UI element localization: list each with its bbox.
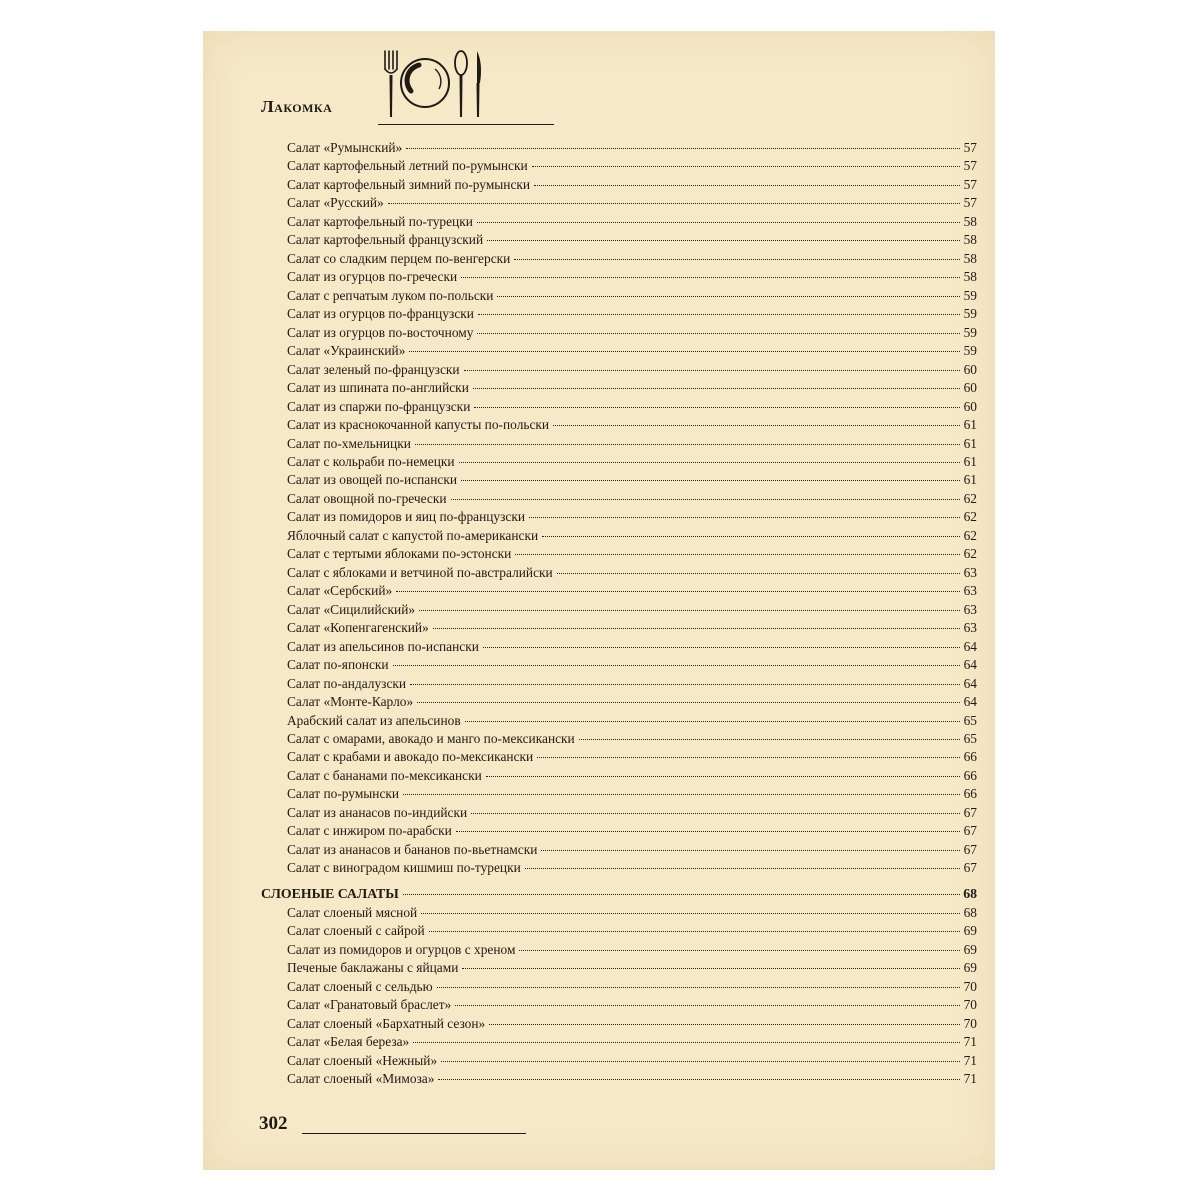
toc-entry-page: 57 (963, 195, 977, 211)
dot-leader (532, 166, 960, 167)
toc-entry (261, 841, 977, 859)
toc-entry-page: 64 (963, 638, 977, 654)
toc-entry-page: 66 (963, 767, 977, 783)
toc-entry (261, 527, 977, 545)
toc-entry-title: Салат из спаржи по-французски (287, 398, 471, 414)
toc-entry-title: Салат овощной по-гречески (287, 490, 447, 506)
toc-entry (261, 435, 977, 453)
toc-entry-title: Салат «Сицилийский» (287, 601, 416, 617)
toc-entry-page: 62 (963, 509, 977, 525)
toc-entry (261, 767, 977, 785)
toc-entry (261, 324, 977, 342)
toc-entry-title: Салат слоеный с сайрой (287, 923, 425, 939)
dot-leader (403, 894, 960, 895)
dot-leader (410, 684, 960, 685)
dot-leader (396, 591, 960, 592)
page-footer (259, 1113, 559, 1143)
table-of-contents (261, 139, 977, 1088)
toc-entry-title: Салат из овощей по-испански (287, 472, 457, 488)
toc-entry-title: СЛОЕНЫЕ САЛАТЫ (261, 885, 399, 901)
book-brand-title: Лакомка (261, 97, 333, 116)
dot-leader (474, 407, 960, 408)
dot-leader (529, 517, 960, 518)
toc-entry-title: Арабский салат из апельсинов (287, 712, 461, 728)
toc-entry-title: Салат по-румынски (287, 786, 400, 802)
toc-entry-title: Салат из огурцов по-восточному (287, 324, 474, 340)
toc-entry (261, 416, 977, 434)
dot-leader (525, 868, 960, 869)
toc-entry (261, 508, 977, 526)
toc-entry-title: Салат «Сербский» (287, 583, 393, 599)
toc-entry-page: 60 (963, 398, 977, 414)
dot-leader (393, 665, 960, 666)
toc-entry-title: Салат слоеный «Мимоза» (287, 1070, 435, 1086)
toc-entry-title: Салат по-японски (287, 657, 389, 673)
page-number: 302 (259, 1113, 288, 1134)
toc-entry (261, 601, 977, 619)
toc-entry-page: 59 (963, 306, 977, 322)
toc-section-heading (261, 884, 977, 904)
dot-leader (557, 573, 960, 574)
dot-leader (419, 610, 960, 611)
dot-leader (477, 222, 960, 223)
toc-entry-title: Салат картофельный по-турецки (287, 213, 473, 229)
toc-entry-page: 61 (963, 417, 977, 433)
toc-entry-page: 66 (963, 786, 977, 802)
toc-entry-page: 62 (963, 490, 977, 506)
toc-entry-title: Салат «Гранатовый браслет» (287, 997, 452, 1013)
toc-entry-title: Салат по-хмельницки (287, 435, 411, 451)
toc-entry-title: Салат «Белая береза» (287, 1034, 410, 1050)
dot-leader (456, 831, 960, 832)
toc-entry (261, 545, 977, 563)
dot-leader (437, 987, 960, 988)
toc-entry (261, 157, 977, 175)
toc-entry-title: Салат из огурцов по-гречески (287, 269, 458, 285)
toc-entry (261, 213, 977, 231)
toc-entry-page: 62 (963, 546, 977, 562)
toc-entry (261, 619, 977, 637)
toc-entry (261, 1015, 977, 1033)
toc-entry-page: 60 (963, 380, 977, 396)
toc-entry (261, 250, 977, 268)
toc-entry-page: 71 (963, 1052, 977, 1068)
toc-entry-title: Салат с бананами по-мексикански (287, 767, 482, 783)
toc-entry (261, 287, 977, 305)
toc-entry-page: 66 (963, 749, 977, 765)
dot-leader (461, 480, 960, 481)
toc-entry-title: Салат из шпината по-английски (287, 380, 469, 396)
toc-entry (261, 922, 977, 940)
dot-leader (478, 314, 960, 315)
book-page (203, 31, 995, 1170)
dot-leader (515, 554, 960, 555)
toc-entry (261, 139, 977, 157)
toc-entry (261, 822, 977, 840)
toc-entry-page: 67 (963, 804, 977, 820)
toc-entry-title: Салат из помидоров и огурцов с хреном (287, 941, 516, 957)
dot-leader (459, 462, 960, 463)
toc-entry (261, 231, 977, 249)
toc-entry-title: Салат с яблоками и ветчиной по-австралийски (287, 564, 553, 580)
toc-entry (261, 996, 977, 1014)
toc-entry (261, 785, 977, 803)
toc-entry-title: Печеные баклажаны с яйцами (287, 960, 459, 976)
toc-entry-title: Салат картофельный французский (287, 232, 484, 248)
toc-entry-title: Салат картофельный зимний по-румынски (287, 176, 531, 192)
toc-entry-title: Салат из краснокочанной капусты по-польски (287, 417, 550, 433)
dot-leader (542, 536, 960, 537)
toc-entry-title: Салат слоеный с сельдью (287, 978, 433, 994)
dot-leader (461, 277, 960, 278)
toc-entry (261, 748, 977, 766)
dot-leader (438, 1079, 960, 1080)
toc-entry-page: 65 (963, 731, 977, 746)
toc-entry (261, 582, 977, 600)
toc-entry (261, 638, 977, 656)
toc-entry (261, 1052, 977, 1070)
toc-entry-title: Салат «Русский» (287, 195, 384, 211)
toc-entry-page: 64 (963, 694, 977, 710)
toc-entry (261, 490, 977, 508)
dot-leader (409, 351, 960, 352)
toc-entry-title: Салат по-андалузски (287, 675, 407, 691)
toc-entry-title: Салат с кольраби по-немецки (287, 453, 455, 469)
toc-entry (261, 693, 977, 711)
toc-entry-page: 69 (963, 960, 977, 976)
dot-leader (406, 148, 960, 149)
dot-leader (477, 333, 960, 334)
toc-entry-page: 57 (963, 140, 977, 155)
toc-entry (261, 959, 977, 977)
toc-entry-page: 59 (963, 324, 977, 340)
toc-entry (261, 305, 977, 323)
toc-entry (261, 361, 977, 379)
dot-leader (483, 647, 960, 648)
dot-leader (537, 757, 960, 758)
dot-leader (471, 813, 960, 814)
toc-entry-page: 67 (963, 841, 977, 857)
toc-entry (261, 471, 977, 489)
toc-entry-title: Салат с крабами и авокадо по-мексикански (287, 749, 534, 765)
dot-leader (514, 259, 960, 260)
toc-entry (261, 904, 977, 922)
dot-leader (553, 425, 960, 426)
dot-leader (403, 794, 960, 795)
dot-leader (464, 370, 960, 371)
toc-entry (261, 379, 977, 397)
dot-leader (497, 296, 960, 297)
toc-entry (261, 978, 977, 996)
dot-leader (417, 702, 960, 703)
toc-entry-page: 57 (963, 158, 977, 174)
toc-entry-title: Салат с тертыми яблоками по-эстонски (287, 546, 512, 562)
toc-entry-title: Салат из помидоров и яиц по-французски (287, 509, 526, 525)
toc-entry (261, 941, 977, 959)
dot-leader (519, 950, 960, 951)
toc-entry-page: 69 (963, 941, 977, 957)
toc-entry-page: 71 (963, 1034, 977, 1050)
dot-leader (465, 721, 960, 722)
toc-entry-title: Салат из ананасов по-индийски (287, 804, 468, 820)
dot-leader (486, 776, 960, 777)
dot-leader (455, 1005, 960, 1006)
dot-leader (421, 913, 960, 914)
footer-rule (302, 1133, 526, 1134)
toc-entry-page: 58 (963, 269, 977, 285)
toc-entry-page: 59 (963, 343, 977, 359)
toc-entry (261, 656, 977, 674)
toc-entry-title: Салат с виноградом кишмиш по-турецки (287, 860, 521, 876)
toc-entry-title: Салат с инжиром по-арабски (287, 823, 452, 839)
toc-entry-title: Салат слоеный «Бархатный сезон» (287, 1015, 486, 1031)
toc-entry (261, 675, 977, 693)
dot-leader (429, 931, 960, 932)
toc-entry-page: 64 (963, 657, 977, 673)
toc-entry (261, 268, 977, 286)
toc-entry-title: Салат «Украинский» (287, 343, 406, 359)
toc-entry-title: Салат слоеный «Нежный» (287, 1052, 438, 1068)
toc-entry (261, 194, 977, 212)
toc-entry-title: Салат картофельный летний по-румынски (287, 158, 528, 174)
toc-entry-page: 70 (963, 1015, 977, 1031)
dot-leader (534, 185, 960, 186)
tableware-icon (377, 47, 487, 119)
toc-entry (261, 859, 977, 877)
dot-leader (489, 1024, 960, 1025)
toc-entry-page: 58 (963, 250, 977, 266)
dot-leader (415, 444, 960, 445)
toc-entry-title: Салат «Копенгагенский» (287, 620, 429, 636)
toc-entry-page: 62 (963, 527, 977, 543)
toc-entry-page: 63 (963, 564, 977, 580)
toc-entry (261, 712, 977, 730)
toc-entry (261, 398, 977, 416)
toc-entry-title: Салат из ананасов и бананов по-вьетнамски (287, 841, 538, 857)
header-rule (378, 124, 554, 125)
toc-entry (261, 1033, 977, 1051)
toc-entry-page: 67 (963, 860, 977, 876)
toc-entry-title: Салат «Монте-Карло» (287, 694, 414, 710)
toc-entry-page: 58 (963, 213, 977, 229)
toc-entry (261, 342, 977, 360)
toc-entry (261, 564, 977, 582)
toc-entry (261, 804, 977, 822)
toc-entry (261, 1070, 977, 1088)
toc-entry-page: 70 (963, 997, 977, 1013)
toc-entry-page: 65 (963, 712, 977, 728)
dot-leader (487, 240, 960, 241)
page-header (261, 45, 661, 125)
toc-entry-page: 59 (963, 287, 977, 303)
toc-entry-page: 71 (963, 1070, 977, 1086)
toc-entry-title: Салат «Румынский» (287, 140, 403, 155)
toc-entry-page: 58 (963, 232, 977, 248)
toc-entry-title: Салат из апельсинов по-испански (287, 638, 479, 654)
toc-entry-page: 70 (963, 978, 977, 994)
toc-entry (261, 176, 977, 194)
dot-leader (462, 968, 960, 969)
toc-entry-page: 68 (963, 904, 977, 920)
toc-entry-page: 68 (963, 885, 977, 901)
toc-entry (261, 730, 977, 748)
toc-entry-title: Яблочный салат с капустой по-американски (287, 527, 539, 543)
dot-leader (541, 850, 960, 851)
toc-entry-page: 61 (963, 435, 977, 451)
toc-entry-page: 57 (963, 176, 977, 192)
dot-leader (579, 739, 960, 740)
toc-entry-title: Салат со сладким перцем по-венгерски (287, 250, 511, 266)
dot-leader (413, 1042, 960, 1043)
toc-entry-page: 61 (963, 472, 977, 488)
dot-leader (473, 388, 960, 389)
toc-entry-title: Салат из огурцов по-французски (287, 306, 474, 322)
toc-entry-title: Салат слоеный мясной (287, 904, 418, 920)
toc-entry-page: 60 (963, 361, 977, 377)
toc-entry-page: 63 (963, 583, 977, 599)
dot-leader (441, 1061, 960, 1062)
toc-entry-page: 69 (963, 923, 977, 939)
toc-entry-page: 63 (963, 601, 977, 617)
toc-entry-page: 67 (963, 823, 977, 839)
toc-entry-page: 61 (963, 453, 977, 469)
toc-entry (261, 453, 977, 471)
toc-entry-page: 63 (963, 620, 977, 636)
dot-leader (433, 628, 960, 629)
dot-leader (451, 499, 960, 500)
toc-entry-title: Салат с репчатым луком по-польски (287, 287, 494, 303)
toc-entry-title: Салат с омарами, авокадо и манго по-мексикански (287, 731, 575, 746)
toc-entry-title: Салат зеленый по-французски (287, 361, 460, 377)
dot-leader (388, 203, 960, 204)
toc-entry-page: 64 (963, 675, 977, 691)
